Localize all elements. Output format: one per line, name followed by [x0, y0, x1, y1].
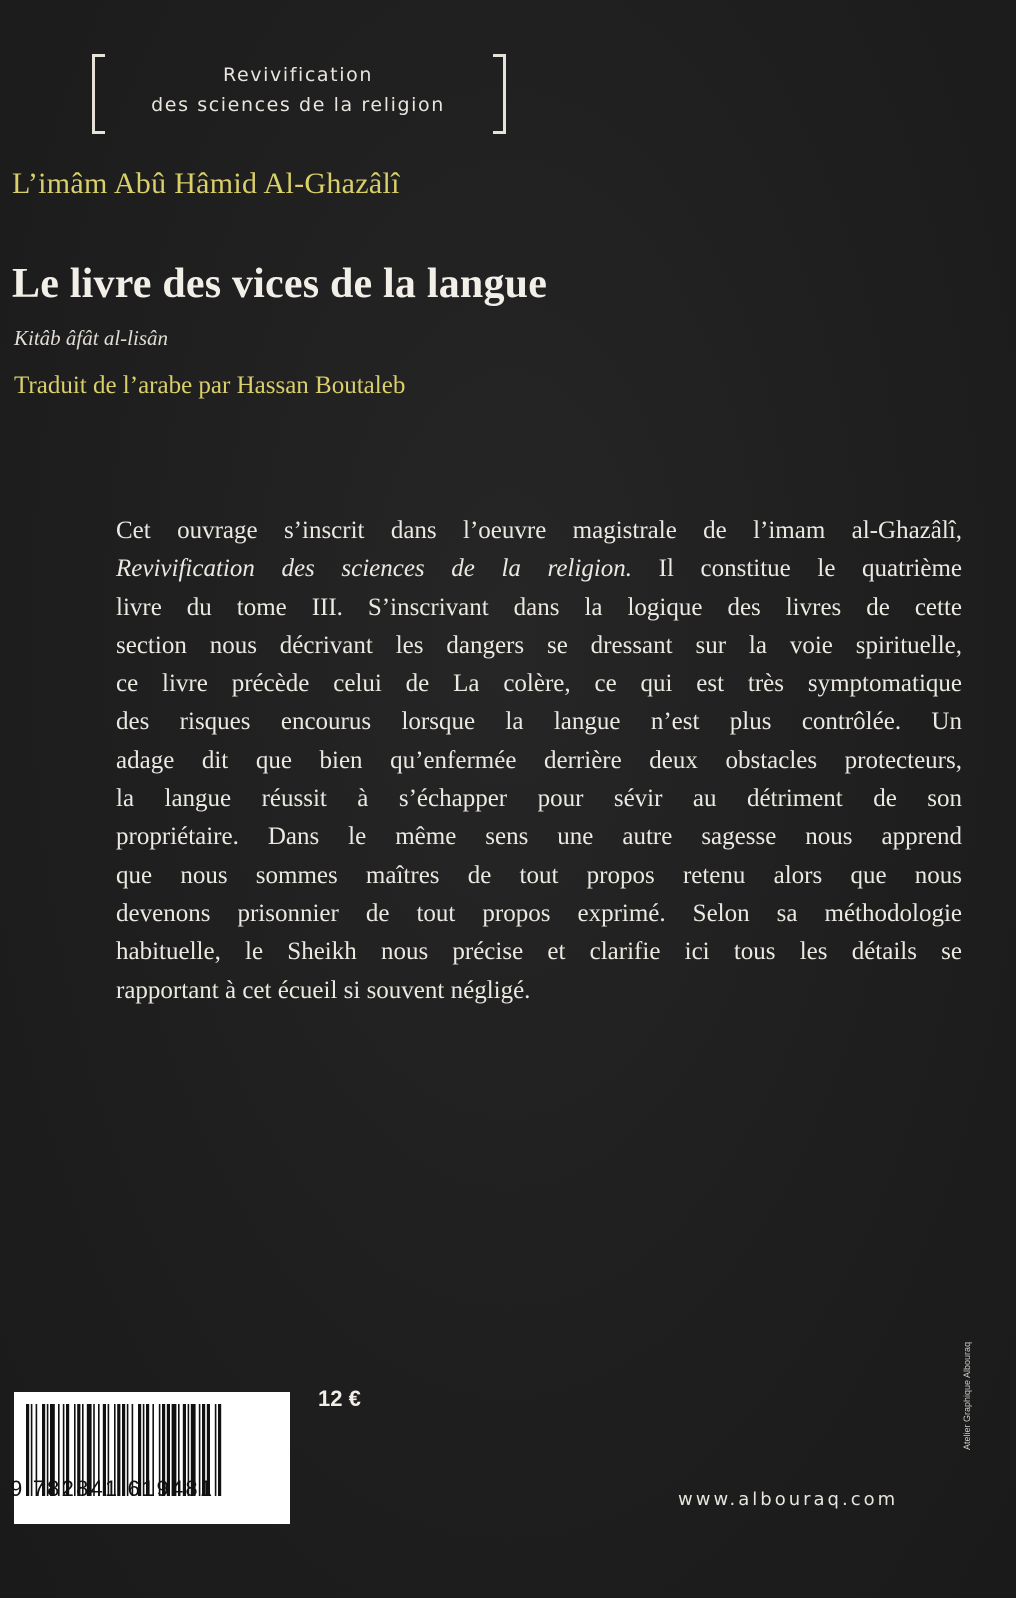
- blurb-line: adage dit que bien qu’enfermée derrière deux obstacles protecteurs,: [116, 746, 962, 774]
- book-title: Le livre des vices de la langue: [12, 261, 548, 307]
- book-subtitle: Kitâb âfât al-lisân: [14, 326, 169, 350]
- series-line-1: Revivification: [223, 64, 373, 86]
- translator-credit: Traduit de l’arabe par Hassan Boutaleb: [14, 372, 406, 399]
- design-credit: Atelier Graphique Albouraq: [962, 1341, 972, 1450]
- right-bracket: [493, 54, 506, 134]
- blurb-text: Il constitue le quatrième: [632, 555, 962, 583]
- series-line-2: des sciences de la religion: [151, 94, 445, 116]
- publisher-website: www.albouraq.com: [678, 1489, 899, 1510]
- blurb-italic-title: Revivification des sciences de la religion.: [116, 555, 633, 583]
- blurb-line: des risques encourus lorsque la langue n’est plus contrôlée. Un: [116, 708, 962, 736]
- barcode-bar: [215, 1404, 217, 1496]
- author-name: L’imâm Abû Hâmid Al-Ghazâlî: [12, 167, 400, 200]
- blurb-line: [116, 550, 962, 588]
- blurb-line: section nous décrivant les dangers se dressant sur la voie spirituelle,: [116, 631, 962, 659]
- blurb-line: Cet ouvrage s’inscrit dans l’oeuvre magistrale de l’imam al-Ghazâlî,: [116, 517, 962, 544]
- blurb-line: devenons prisonnier de tout propos exprimé. Selon sa méthodologie: [116, 899, 962, 927]
- price-tag: 12 €: [318, 1386, 361, 1411]
- barcode-label: [14, 1392, 290, 1524]
- blurb-line: ce livre précède celui de La colère, ce qui est très symptomatique: [116, 670, 962, 698]
- blurb-paragraph: [116, 512, 962, 1010]
- blurb-line: rapportant à cet écueil si souvent négligé.: [116, 976, 531, 1004]
- barcode-bar: [218, 1404, 221, 1496]
- isbn-number: 9 782841 619481: [10, 1476, 215, 1501]
- series-box: [82, 52, 514, 134]
- blurb-line: livre du tome III. S’inscrivant dans la logique des livres de cette: [116, 593, 962, 621]
- blurb-line: propriétaire. Dans le même sens une autre sagesse nous apprend: [116, 823, 962, 851]
- blurb-line: habituelle, le Sheikh nous précise et clarifie ici tous les détails se: [116, 938, 962, 966]
- blurb-line: la langue réussit à s’échapper pour sévir au détriment de son: [116, 785, 962, 813]
- blurb-line: que nous sommes maîtres de tout propos retenu alors que nous: [116, 861, 962, 889]
